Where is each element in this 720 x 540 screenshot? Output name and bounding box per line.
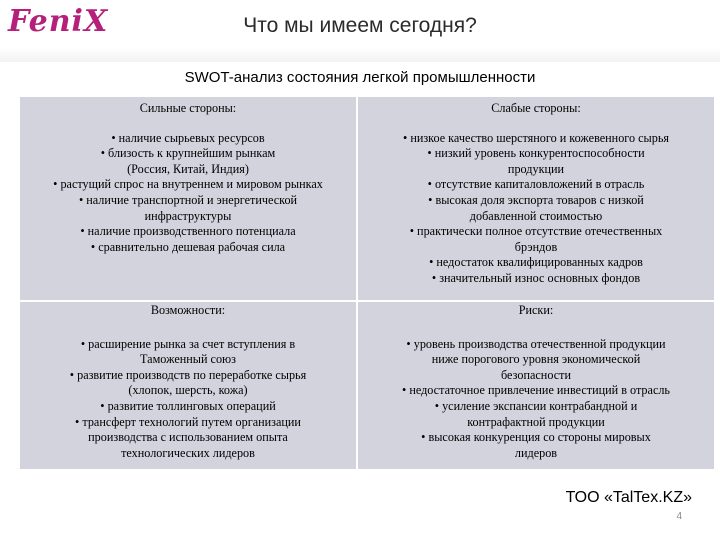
threats-heading: Риски: [518, 303, 554, 317]
opportunities-item: • расширение рынка за счет вступления в [80, 336, 296, 351]
strengths-cell [20, 101, 356, 255]
weaknesses-cell [358, 101, 714, 287]
weaknesses-item: добавленной стоимостью [469, 208, 603, 223]
opportunities-heading: Возможности: [150, 303, 226, 317]
opportunities-item: • трансферт технологий путем организации [75, 414, 301, 429]
strengths-item: • наличие транспортной и энергетической [78, 192, 298, 207]
strengths-item: (Россия, Китай, Индия) [127, 161, 249, 176]
strengths-item: • сравнительно дешевая рабочая сила [90, 239, 286, 254]
company-name: ТОО «TalTex.KZ» [565, 489, 692, 506]
weaknesses-item: продукции [507, 161, 565, 176]
strengths-item: • наличие производственного потенциала [80, 224, 296, 239]
threats-item: • усиление экспансии контрабандной и [434, 398, 638, 413]
threats-cell [358, 303, 714, 461]
page-number: 4 [676, 511, 682, 522]
strengths-heading: Сильные стороны: [139, 101, 237, 115]
header-band [0, 48, 720, 62]
weaknesses-item: • высокая доля экспорта товаров с низкой [428, 192, 644, 207]
threats-item: • высокая конкуренция со стороны мировых [421, 430, 651, 445]
strengths-item: • растущий спрос на внутреннем и мировом рынках [53, 177, 323, 192]
company-logo: FeniX [8, 4, 109, 39]
swot-horizontal-divider [20, 300, 714, 302]
strengths-item: • близость к крупнейшим рынкам [100, 146, 276, 161]
threats-item: безопасности [501, 367, 571, 382]
weaknesses-item: • недостаток квалифицированных кадров [429, 255, 643, 270]
opportunities-item: технологических лидеров [121, 445, 255, 460]
weaknesses-item: • низкий уровень конкурентоспособности [427, 146, 645, 161]
threats-list [358, 337, 714, 462]
threats-item: • недостаточное привлечение инвестиций в отрасль [402, 383, 670, 398]
weaknesses-item: • низкое качество шерстяного и кожевенного сырья [403, 130, 669, 145]
threats-item: • уровень производства отечественной продукции [406, 336, 666, 351]
opportunities-list [20, 337, 356, 462]
weaknesses-item: • практически полное отсутствие отечественных [409, 224, 663, 239]
opportunities-item: (хлопок, шерсть, кожа) [128, 383, 248, 398]
threats-item: контрафактной продукции [467, 414, 605, 429]
strengths-item: инфраструктуры [144, 208, 232, 223]
opportunities-item: • развитие толлинговых операций [100, 398, 276, 413]
strengths-item: • наличие сырьевых ресурсов [111, 130, 265, 145]
weaknesses-heading: Слабые стороны: [491, 101, 581, 115]
slide-title: Что мы имеем сегодня? [243, 14, 477, 37]
weaknesses-item: • отсутствие капиталовложений в отрасль [427, 177, 645, 192]
threats-item: лидеров [514, 445, 558, 460]
opportunities-cell [20, 303, 356, 461]
opportunities-item: Таможенный союз [140, 352, 236, 367]
opportunities-item: • развитие производств по переработке сырья [69, 367, 307, 382]
threats-item: ниже порогового уровня экономической [431, 352, 641, 367]
strengths-list [20, 131, 356, 256]
slide-subtitle: SWOT-анализ состояния легкой промышленности [184, 69, 536, 86]
weaknesses-list [358, 131, 714, 287]
weaknesses-item: • значительный износ основных фондов [431, 270, 641, 285]
weaknesses-item: брэндов [514, 239, 558, 254]
opportunities-item: производства с использованием опыта [88, 430, 288, 445]
